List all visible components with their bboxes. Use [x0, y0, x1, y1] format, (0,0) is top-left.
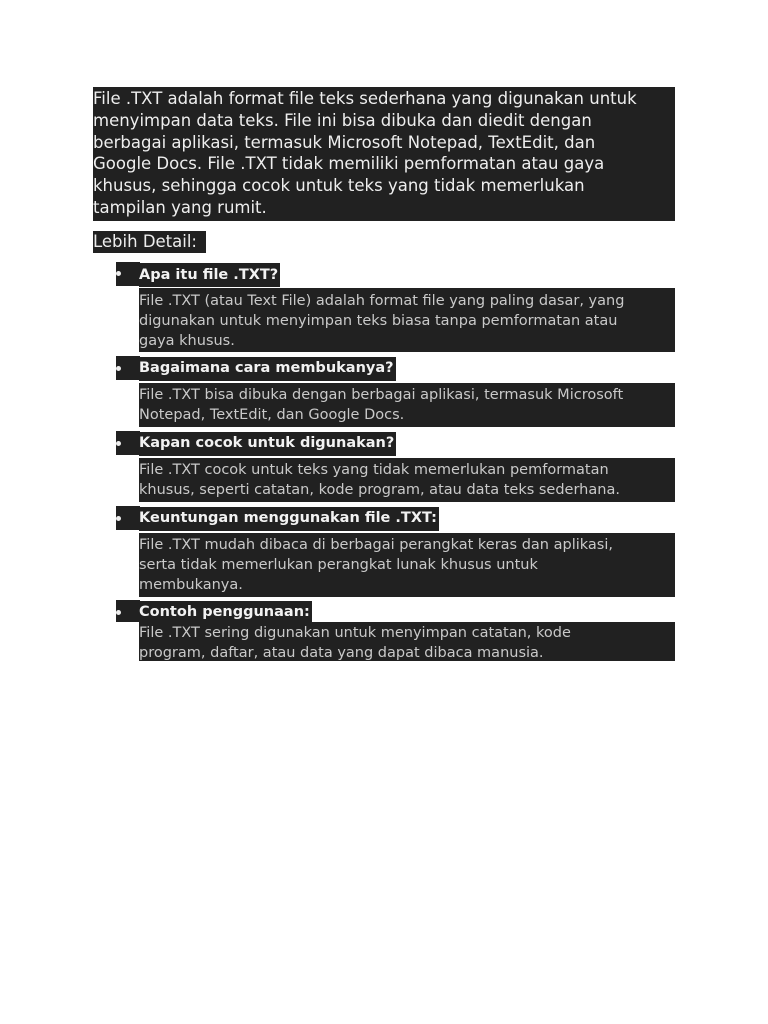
bullet-icon — [116, 610, 121, 615]
list-item-description — [139, 533, 675, 597]
list-item-title: Contoh penggunaan: — [139, 601, 312, 623]
list-item-description — [139, 288, 675, 352]
intro-line: berbagai aplikasi, termasuk Microsoft Notepad, TextEdit, dan — [93, 132, 596, 152]
list-item-description — [139, 622, 675, 661]
intro-line: Google Docs. File .TXT tidak memiliki pemformatan atau gaya — [93, 154, 605, 174]
intro-line: khusus, sehingga cocok untuk teks yang tidak memerlukan — [93, 176, 585, 196]
list-item-description — [139, 383, 675, 427]
list-item-title: Apa itu file .TXT? — [139, 263, 280, 287]
description-line: File .TXT (atau Text File) adalah format file yang paling dasar, yang — [139, 293, 625, 309]
detail-heading: Lebih Detail: — [93, 231, 206, 253]
description-line: digunakan untuk menyimpan teks biasa tanpa pemformatan atau — [139, 313, 618, 330]
description-line: File .TXT mudah dibaca di berbagai perangkat keras dan aplikasi, — [139, 537, 613, 553]
description-line: serta tidak memerlukan perangkat lunak khusus untuk — [139, 557, 538, 574]
bullet-icon — [116, 516, 121, 521]
description-line: File .TXT bisa dibuka dengan berbagai aplikasi, termasuk Microsoft — [139, 387, 624, 403]
description-line: File .TXT sering digunakan untuk menyimpan catatan, kode — [139, 625, 571, 641]
bullet-icon — [116, 366, 121, 371]
list-item-title: Keuntungan menggunakan file .TXT: — [139, 507, 439, 531]
description-line: program, daftar, atau data yang dapat dibaca manusia. — [139, 645, 544, 662]
description-line: gaya khusus. — [139, 333, 235, 350]
description-line: membukanya. — [139, 577, 243, 594]
intro-paragraph — [93, 87, 675, 221]
bullet-icon — [116, 271, 121, 276]
list-item-title: Kapan cocok untuk digunakan? — [139, 432, 396, 456]
intro-line: tampilan yang rumit. — [93, 197, 267, 217]
intro-line: File .TXT adalah format file teks sederhana yang digunakan untuk — [93, 89, 637, 108]
description-line: khusus, seperti catatan, kode program, atau data teks sederhana. — [139, 482, 620, 499]
description-line: File .TXT cocok untuk teks yang tidak memerlukan pemformatan — [139, 462, 609, 478]
bullet-icon — [116, 441, 121, 446]
intro-line: menyimpan data teks. File ini bisa dibuka dan diedit dengan — [93, 110, 592, 130]
list-item-description — [139, 458, 675, 502]
list-item-title: Bagaimana cara membukanya? — [139, 357, 396, 381]
description-line: Notepad, TextEdit, dan Google Docs. — [139, 407, 405, 424]
